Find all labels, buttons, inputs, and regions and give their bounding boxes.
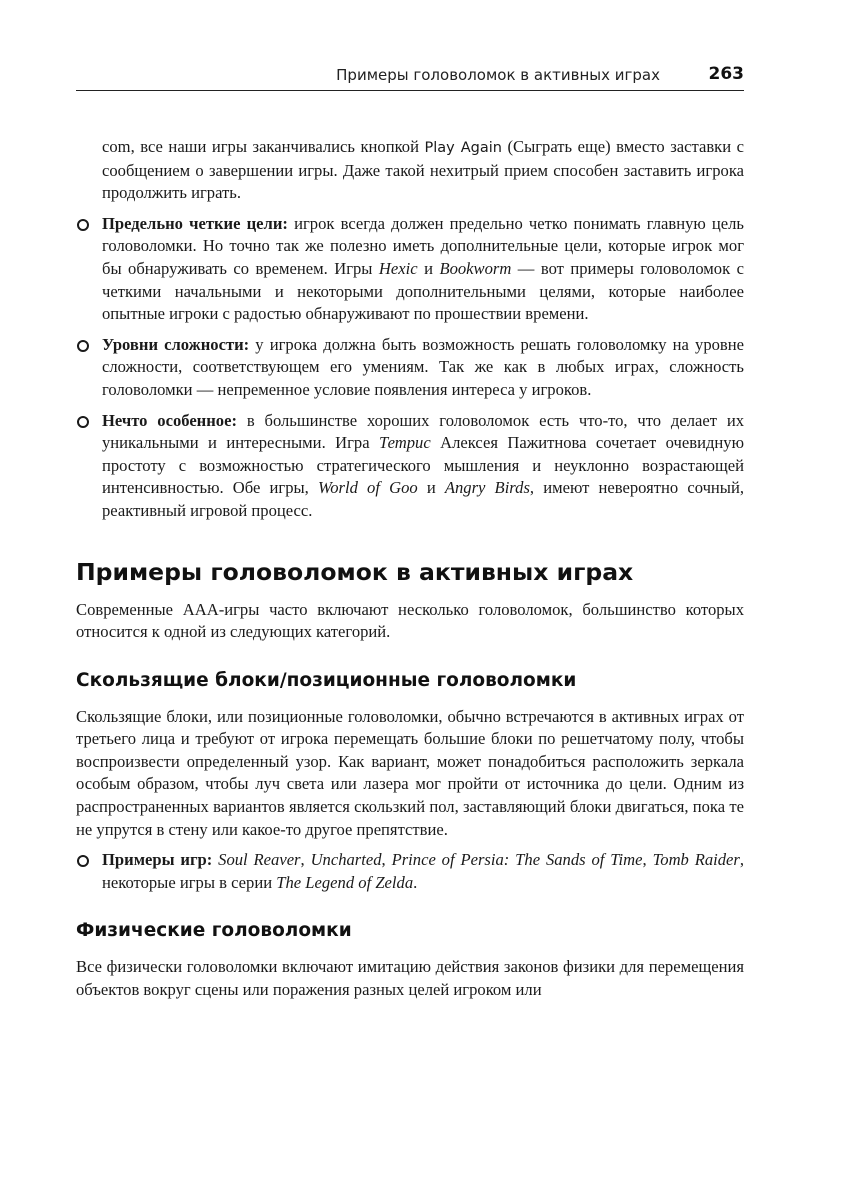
bullet-text: и — [417, 258, 440, 278]
bullet-term: Предельно четкие цели: — [102, 213, 288, 233]
bullet-text: . — [413, 872, 418, 892]
page-body — [76, 136, 744, 1002]
bullet-text: и — [417, 478, 445, 498]
bullet-circle-icon — [77, 416, 89, 428]
game-title: Тетрис — [379, 433, 431, 453]
bullet-circle-icon — [77, 855, 89, 867]
bullet-text: , имеют невероятно сочный, реактивный игровой процесс. — [102, 478, 744, 520]
section-paragraph: Современные AAA-игры часто включают несколько головоломок, большинство которых относится к одной из следующих категорий. — [76, 599, 744, 642]
bullet-text: в большинстве хороших головоломок есть что-то, что делает их уникальными и интересными. Игра — [102, 410, 745, 453]
bullet-circle-icon — [77, 219, 89, 231]
separator: , — [300, 850, 311, 870]
intro-paragraph — [76, 136, 744, 205]
sliding-blocks-paragraph: Скользящие блоки, или позиционные головоломки, обычно встречаются в активных играх от третьего лица и требуют от игрока перемещать большие блоки по решетчатому полу, чтобы воспроизвести определенный узор. Как вариант, может понадобиться расположить зеркала особым образом, чтобы луч света или лазера мог пройти от источника до цели. Одним из распространенных вариантов является скользкий пол, заставляющий блоки двигаться, пока те не упрутся в стену или какое-то другое препятствие. — [76, 706, 744, 839]
intro-text-2: (Сыграть еще) вместо заставки с сообщением о завершении игры. Даже такой нехитрый прием способен заставить игрока продолжить играть. — [102, 137, 744, 203]
game-title: Prince of Persia: The Sands of Time — [391, 850, 643, 870]
intro-text-1: com, все наши игры заканчивались кнопкой — [102, 137, 425, 156]
bullet-term: Примеры игр: — [102, 850, 213, 870]
bullet-text: игрок всегда должен предельно четко понимать главную цель головоломки. Но точно так же полезно иметь дополнительные цели, которые игрок мог бы обнаруживать со временем. Игры — [102, 213, 744, 278]
separator: , — [381, 850, 392, 870]
bullet-text: у игрока должна быть возможность решать головоломку на уровне сложности, соответствующем его умениям. Так же как в любых играх, сложность головоломки — непременное условие появления интереса у игроков. — [102, 334, 744, 399]
running-header — [76, 62, 744, 91]
section-heading: Примеры головоломок в активных играх — [76, 557, 634, 586]
page-number: 263 — [708, 64, 744, 84]
separator: , — [642, 850, 653, 870]
bullet-game-examples — [76, 849, 744, 894]
game-title: The Legend of Zelda — [276, 872, 414, 892]
bullet-clear-goals — [76, 213, 744, 326]
game-title: Hexic — [378, 258, 418, 278]
subsection-heading-sliding-blocks: Скользящие блоки/позиционные головоломки — [76, 669, 577, 691]
game-title: Bookworm — [439, 258, 512, 278]
bullet-term: Уровни сложности: — [102, 334, 250, 354]
bullet-circle-icon — [77, 340, 89, 352]
bullet-text: Алексея Пажитнова сочетает очевидную простоту с возможностью стратегического мышления и неуклонно возрастающей интенсивностью. Обе игры, — [102, 433, 744, 498]
physics-paragraph: Все физически головоломки включают имитацию действия законов физики для перемещения объектов вокруг сцены или поражения разных целей игроком или — [76, 957, 744, 1000]
bullet-something-special — [76, 410, 744, 523]
running-title: Примеры головоломок в активных играх — [336, 66, 660, 84]
play-again-label: Play Again — [424, 140, 502, 156]
game-title: Soul Reaver — [218, 850, 301, 870]
subsection-heading-physics: Физические головоломки — [76, 920, 352, 942]
bullet-text: — вот примеры головоломок с четкими начальными и некоторыми дополнительными целями, которые наиболее опытные игроки с радостью обнаруживают по прошествии времени. — [102, 258, 744, 324]
bullet-term: Нечто особенное: — [102, 410, 237, 430]
game-title: World of Goo — [317, 478, 418, 498]
game-title: Uncharted — [310, 850, 382, 870]
bullet-difficulty — [76, 334, 744, 402]
game-title: Tomb Raider — [652, 850, 740, 870]
game-title: Angry Birds — [444, 478, 530, 498]
bullet-text: , некоторые игры в серии — [102, 850, 745, 892]
